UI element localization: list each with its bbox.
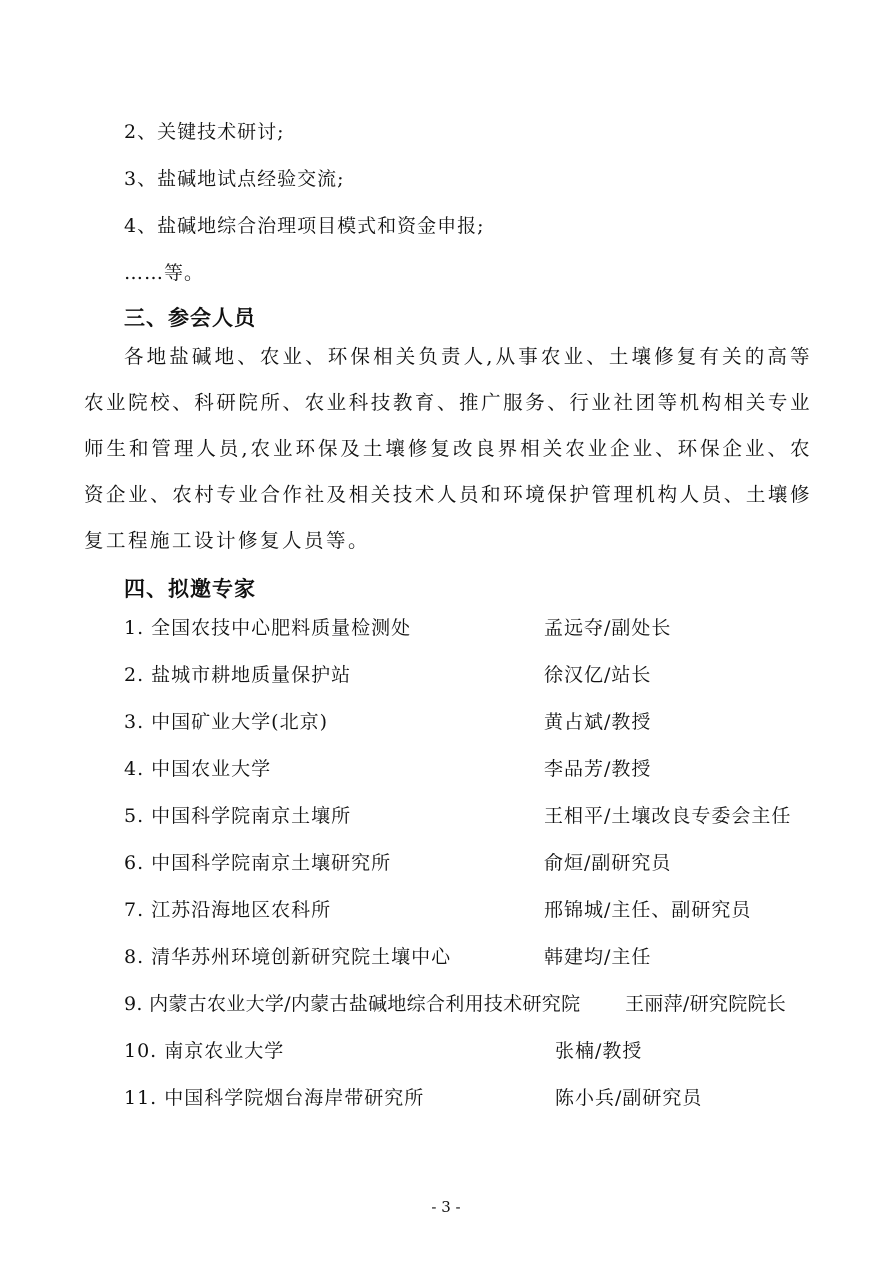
expert-organization: 7. 江苏沿海地区农科所 — [124, 899, 332, 921]
expert-organization: 1. 全国农技中心肥料质量检测处 — [124, 617, 412, 639]
page-number: - 3 - — [431, 1198, 461, 1216]
topic-item-2: 2、关键技术研讨; — [124, 121, 285, 143]
expert-name-title: 张楠/教授 — [555, 1040, 643, 1062]
expert-row — [124, 615, 814, 641]
section-three-paragraph: 各地盐碱地、农业、环保相关负责人,从事农业、土壤修复有关的高等农业院校、科研院所、农业科技教育、推广服务、行业社团等机构相关专业师生和管理人员,农业环保及土壤修复改良界相关农业企业、环保企业、农资企业、农村专业合作社及相关技术人员和环境保护管理机构人员、土壤修复工程施工设计修复人员等。 — [84, 345, 812, 552]
expert-organization: 8. 清华苏州环境创新研究院土壤中心 — [124, 946, 452, 968]
expert-row — [124, 803, 814, 829]
expert-name-title: 陈小兵/副研究员 — [555, 1087, 703, 1109]
expert-organization: 11. 中国科学院烟台海岸带研究所 — [124, 1087, 425, 1109]
expert-organization: 3. 中国矿业大学(北京) — [124, 711, 328, 733]
topic-item-4: 4、盐碱地综合治理项目模式和资金申报; — [124, 215, 485, 237]
expert-row — [124, 944, 814, 970]
expert-organization: 10. 南京农业大学 — [124, 1040, 285, 1062]
expert-row — [124, 756, 814, 782]
expert-organization: 4. 中国农业大学 — [124, 758, 272, 780]
topic-number: 2 — [124, 121, 138, 143]
topic-item-3: 3、盐碱地试点经验交流; — [124, 168, 345, 190]
expert-name-title: 李品芳/教授 — [544, 758, 652, 780]
expert-name-title: 王丽萍/研究院院长 — [625, 993, 787, 1015]
expert-row — [124, 897, 814, 923]
topic-text: 盐碱地试点经验交流; — [157, 168, 345, 190]
expert-name-title: 黄占斌/教授 — [544, 711, 652, 733]
expert-organization: 2. 盐城市耕地质量保护站 — [124, 664, 352, 686]
topic-text: 盐碱地综合治理项目模式和资金申报; — [157, 215, 485, 237]
topic-ellipsis: ……等。 — [124, 262, 205, 284]
section-three-title: 三、参会人员 — [124, 306, 256, 330]
expert-row — [124, 1085, 814, 1111]
expert-row — [124, 1038, 814, 1064]
expert-name-title: 邢锦城/主任、副研究员 — [544, 899, 752, 921]
expert-row — [124, 709, 814, 735]
section-four-title: 四、拟邀专家 — [124, 577, 256, 601]
expert-name-title: 孟远夺/副处长 — [544, 617, 672, 639]
expert-row — [124, 991, 814, 1017]
expert-name-title: 俞烜/副研究员 — [544, 852, 672, 874]
expert-organization: 9. 内蒙古农业大学/内蒙古盐碱地综合利用技术研究院 — [124, 993, 581, 1015]
topic-number: 4 — [124, 215, 138, 237]
topic-number: 3 — [124, 168, 138, 190]
expert-name-title: 徐汉亿/站长 — [544, 664, 652, 686]
expert-name-title: 王相平/土壤改良专委会主任 — [544, 805, 792, 827]
topic-text: 关键技术研讨; — [157, 121, 285, 143]
expert-name-title: 韩建均/主任 — [544, 946, 652, 968]
expert-row — [124, 850, 814, 876]
expert-organization: 6. 中国科学院南京土壤研究所 — [124, 852, 392, 874]
expert-organization: 5. 中国科学院南京土壤所 — [124, 805, 352, 827]
expert-row — [124, 662, 814, 688]
